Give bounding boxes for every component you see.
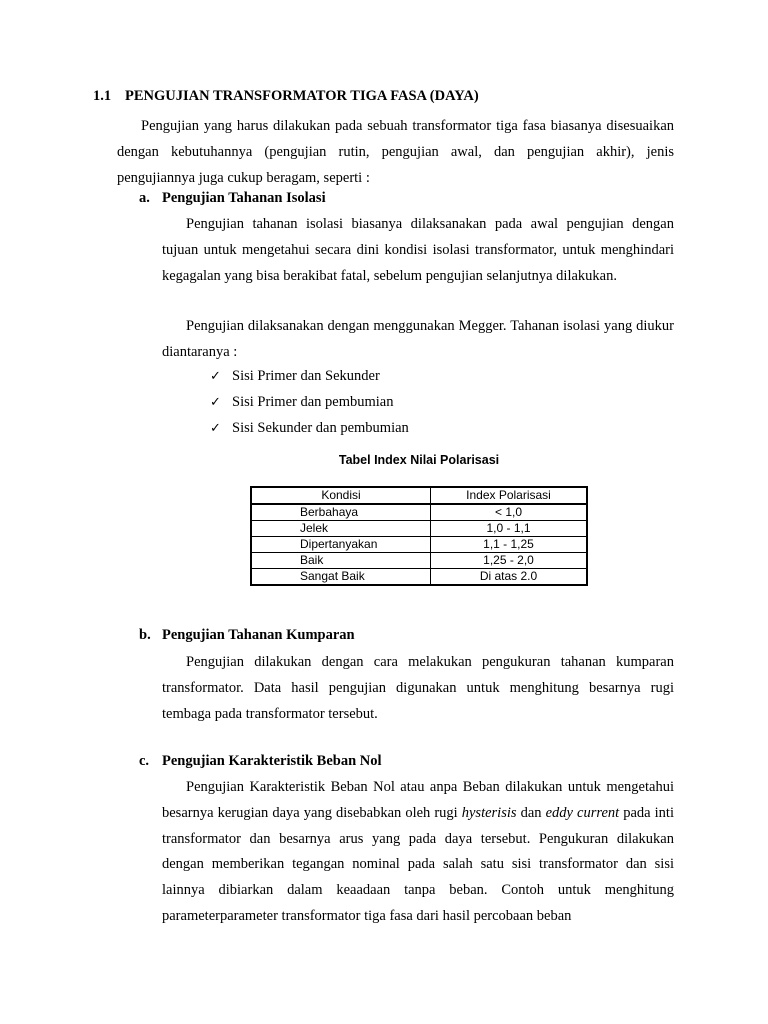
index-cell: Di atas 2.0 — [431, 569, 588, 586]
subsection-b-heading — [139, 627, 355, 644]
subsection-a-heading — [139, 190, 326, 207]
subsection-a-title: Pengujian Tahanan Isolasi — [162, 190, 326, 206]
checklist-item: ✓ Sisi Sekunder dan pembumian — [210, 416, 409, 442]
checkmark-icon: ✓ — [210, 420, 221, 436]
checklist-item: ✓ Sisi Primer dan Sekunder — [210, 364, 409, 390]
table-row — [251, 504, 587, 521]
checkmark-icon: ✓ — [210, 394, 221, 410]
table-row — [251, 553, 587, 569]
term-eddy-current: eddy current — [545, 804, 620, 821]
section-title: PENGUJIAN TRANSFORMATOR TIGA FASA (DAYA) — [125, 88, 479, 104]
subsection-b-paragraph: Pengujian dilakukan dengan cara melakukan pengukuran tahanan kumparan transformator. Data hasil pengujian digunakan untuk menghitung besarnya rugi tembaga pada transformator tersebut. — [162, 654, 674, 722]
checkmark-icon: ✓ — [210, 369, 221, 384]
kondisi-cell: Dipertanyakan — [251, 537, 431, 553]
insulation-checklist — [210, 364, 409, 441]
index-cell: 1,0 - 1,1 — [431, 521, 588, 537]
subsection-a-paragraph-2: Pengujian dilaksanakan dengan menggunakan Megger. Tahanan isolasi yang diukur diantaranya : — [162, 318, 674, 360]
kondisi-cell: Sangat Baik — [251, 569, 431, 586]
subsection-c-letter: c. — [139, 753, 150, 769]
section-number: 1.1 — [93, 88, 112, 104]
kondisi-cell: Jelek — [251, 521, 431, 537]
subsection-b-letter: b. — [139, 627, 151, 643]
kondisi-cell: Berbahaya — [251, 504, 431, 521]
table-row — [251, 537, 587, 553]
subsection-a-paragraph-1: Pengujian tahanan isolasi biasanya dilaksanakan pada awal pengujian dengan tujuan untuk mengetahui secara dini kondisi isolasi transformator, untuk menghindari kegagalan yang bisa berakibat fatal, sebelum pengujian selanjutnya dilakukan. — [162, 216, 674, 284]
intro-paragraph: Pengujian yang harus dilakukan pada sebuah transformator tiga fasa biasanya disesuaikan dengan kebutuhannya (pengujian rutin, pengujian awal, dan pengujian akhir), jenis pengujiannya juga cukup beragam, seperti : — [117, 118, 674, 186]
subsection-b-title: Pengujian Tahanan Kumparan — [162, 627, 355, 643]
table-row — [251, 569, 587, 586]
subsection-c-paragraph: Pengujian Karakteristik Beban Nol atau anpa Beban dilakukan untuk mengetahui besarnya kerugian daya yang disebabkan oleh rugi hysterisis dan eddy current pada inti transformator dan besarnya arus yang pada daya tersebut. Pengukuran dilakukan dengan memberikan tegangan nominal pada salah satu sisi transformator dan sisi lainnya dibiarkan dalam keaadaan tanpa beban. Contoh untuk menghitung parameterparameter transformator tiga fasa dari hasil percobaan beban — [162, 779, 674, 924]
checklist-item: ✓ Sisi Primer dan pembumian — [210, 390, 409, 416]
subsection-c-heading — [139, 753, 382, 770]
polarization-index-table — [250, 486, 588, 586]
table-row — [251, 521, 587, 537]
index-cell: 1,25 - 2,0 — [431, 553, 588, 569]
table-title: Tabel Index Nilai Polarisasi — [338, 453, 500, 467]
subsection-c-title: Pengujian Karakteristik Beban Nol — [162, 753, 382, 769]
term-hysterisis: hysterisis — [461, 804, 517, 821]
column-header-index: Index Polarisasi — [431, 487, 588, 504]
column-header-kondisi: Kondisi — [251, 487, 431, 504]
index-cell: 1,1 - 1,25 — [431, 537, 588, 553]
kondisi-cell: Baik — [251, 553, 431, 569]
table-header-row — [251, 487, 587, 504]
section-heading — [93, 88, 479, 105]
subsection-a-letter: a. — [139, 190, 150, 206]
index-cell: < 1,0 — [431, 504, 588, 521]
